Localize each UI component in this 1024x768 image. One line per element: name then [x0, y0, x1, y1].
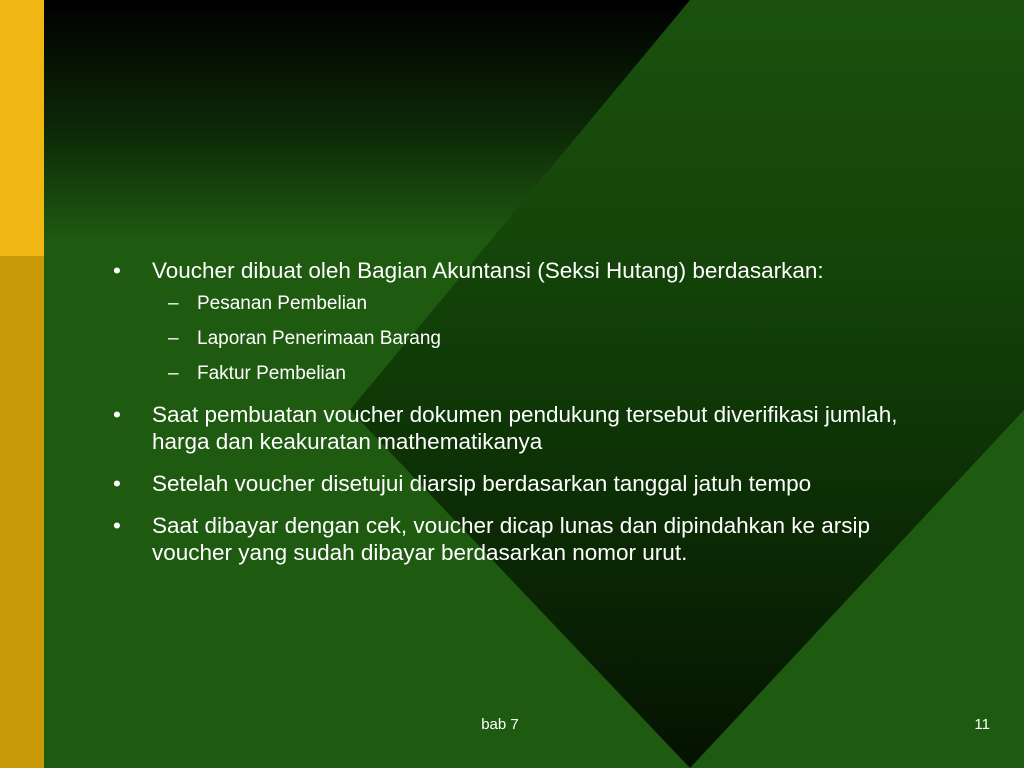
bullet-marker: • [113, 402, 121, 427]
sub-item [152, 292, 933, 316]
sub-list [152, 292, 933, 386]
bullet-text: Saat dibayar dengan cek, voucher dicap lunas dan dipindahkan ke arsip voucher yang sudah dibayar berdasarkan nomor urut. [152, 513, 870, 565]
sub-item [152, 327, 933, 351]
sub-marker: – [168, 293, 179, 314]
bullet-text: Saat pembuatan voucher dokumen pendukung tersebut diverifikasi jumlah, harga dan keakuratan mathematikanya [152, 402, 898, 454]
bullet-marker: • [113, 513, 121, 538]
bullet-item [113, 401, 933, 455]
footer-page-number: 11 [974, 716, 990, 733]
bullet-item [113, 257, 933, 386]
bullet-marker: • [113, 258, 121, 283]
bullet-item [113, 512, 933, 566]
slide-body [113, 257, 933, 581]
sub-marker: – [168, 328, 179, 349]
bullet-marker: • [113, 471, 121, 496]
sub-item [152, 362, 933, 386]
sidebar-accent-top [0, 0, 44, 256]
footer-chapter-label: bab 7 [481, 716, 519, 733]
sub-text: Pesanan Pembelian [197, 293, 368, 314]
sub-marker: – [168, 363, 179, 384]
bullet-text: Setelah voucher disetujui diarsip berdasarkan tanggal jatuh tempo [152, 471, 812, 496]
sidebar-accent-bottom [0, 256, 44, 768]
sub-text: Laporan Penerimaan Barang [197, 328, 442, 349]
bullet-text: Voucher dibuat oleh Bagian Akuntansi (Seksi Hutang) berdasarkan: [152, 258, 824, 283]
bullet-item [113, 470, 933, 497]
sub-text: Faktur Pembelian [197, 363, 346, 384]
